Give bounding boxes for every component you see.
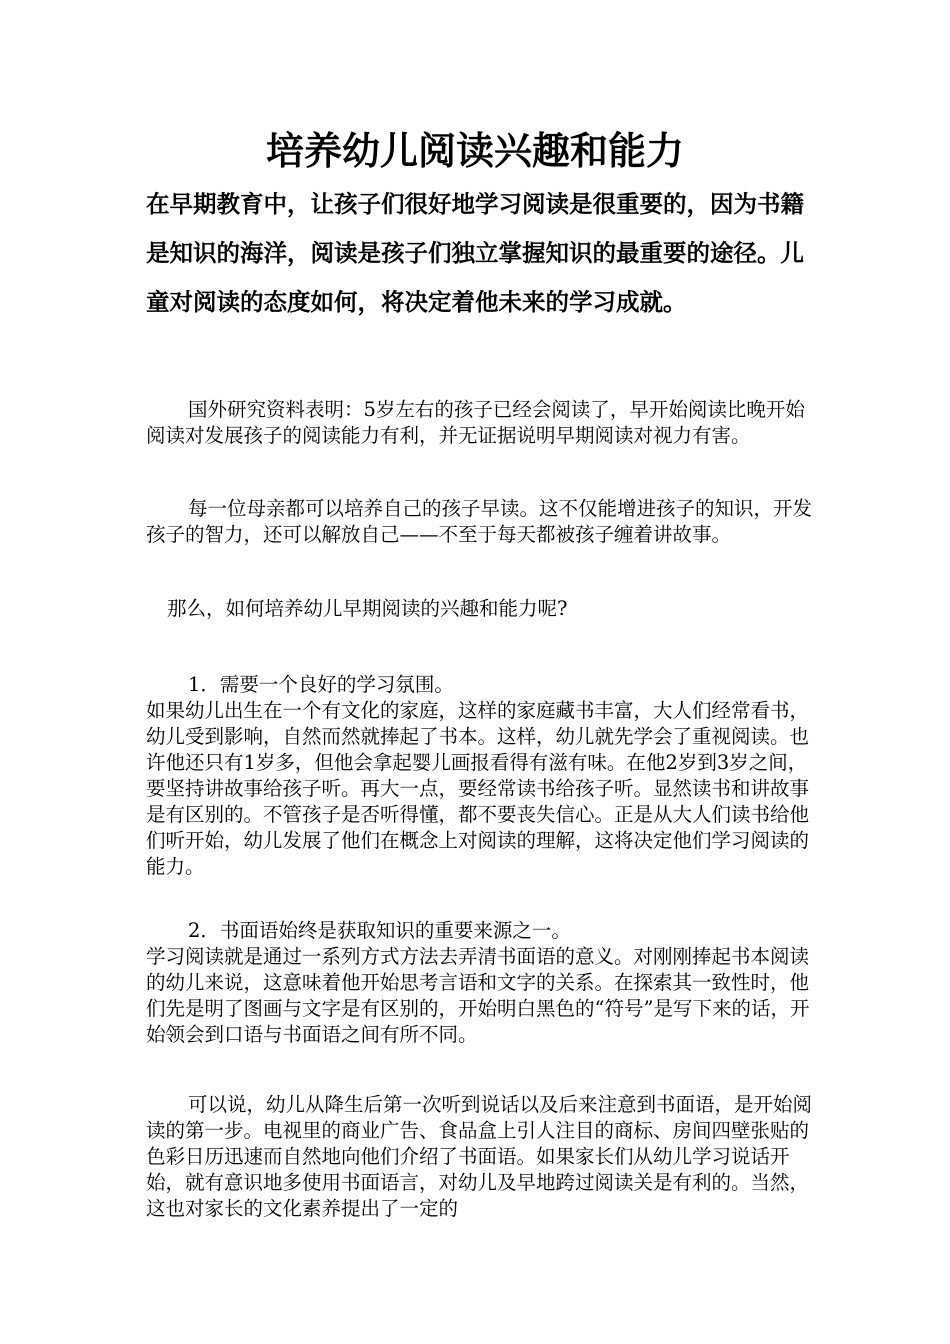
section-1-body: 如果幼儿出生在一个有文化的家庭，这样的家庭藏书丰富，大人们经常看书，幼儿受到影响，自然而然就捧起了书本。这样，幼儿就先学会了重视阅读。也许他还只有1岁多，但他会拿起婴儿画报看得有滋有味。在他2岁到3岁之间，要坚持讲故事给孩子听。再大一点，要经常读书给孩子听。显然读书和讲故事是有区别的。不管孩子是否听得懂，都不要丧失信心。正是从大人们读书给他们听开始，幼儿发展了他们在概念上对阅读的理解，这将决定他们学习阅读的能力。 [146, 699, 810, 878]
document-title: 培养幼儿阅读兴趣和能力 [265, 129, 684, 173]
paragraph-research: 国外研究资料表明：5岁左右的孩子已经会阅读了，早开始阅读比晚开始阅读对发展孩子的阅读能力有利，并无证据说明早期阅读对视力有害。 [146, 398, 805, 447]
paragraph-question: 那么，如何培养幼儿早期阅读的兴趣和能力呢? [167, 597, 568, 620]
section-2-body: 学习阅读就是通过一系列方式方法去弄清书面语的意义。对刚刚捧起书本阅读的幼儿来说，这意味着他开始思考言语和文字的关系。在探索其一致性时，他们先是明了图画与文字是有区别的，开始明白黑色的“符号”是写下来的话，开始领会到口语与书面语之间有所不同。 [146, 945, 810, 1046]
paragraph-mothers: 每一位母亲都可以培养自己的孩子早读。这不仅能增进孩子的知识，开发孩子的智力，还可以解放自己——不至于每天都被孩子缠着讲故事。 [146, 497, 813, 546]
section-2-heading: 2．书面语始终是获取知识的重要来源之一。 [188, 919, 571, 942]
paragraph-first-step: 可以说，幼儿从降生后第一次听到说话以及后来注意到书面语，是开始阅读的第一步。电视里的商业广告、食品盒上引人注目的商标、房间四壁张贴的色彩日历迅速而自然地向他们介绍了书面语。如果家长们从幼儿学习说话开始，就有意识地多使用书面语言，对幼儿及早地跨过阅读关是有利的。当然，这也对家长的文化素养提出了一定的 [146, 1093, 813, 1220]
section-1-heading: 1．需要一个良好的学习氛围。 [188, 673, 454, 696]
section-1 [146, 672, 816, 880]
lead-paragraph: 在早期教育中，让孩子们很好地学习阅读是很重要的，因为书籍是知识的海洋，阅读是孩子们独立掌握知识的最重要的途径。儿童对阅读的态度如何，将决定着他未来的学习成就。 [146, 190, 804, 316]
section-2 [146, 918, 816, 1048]
